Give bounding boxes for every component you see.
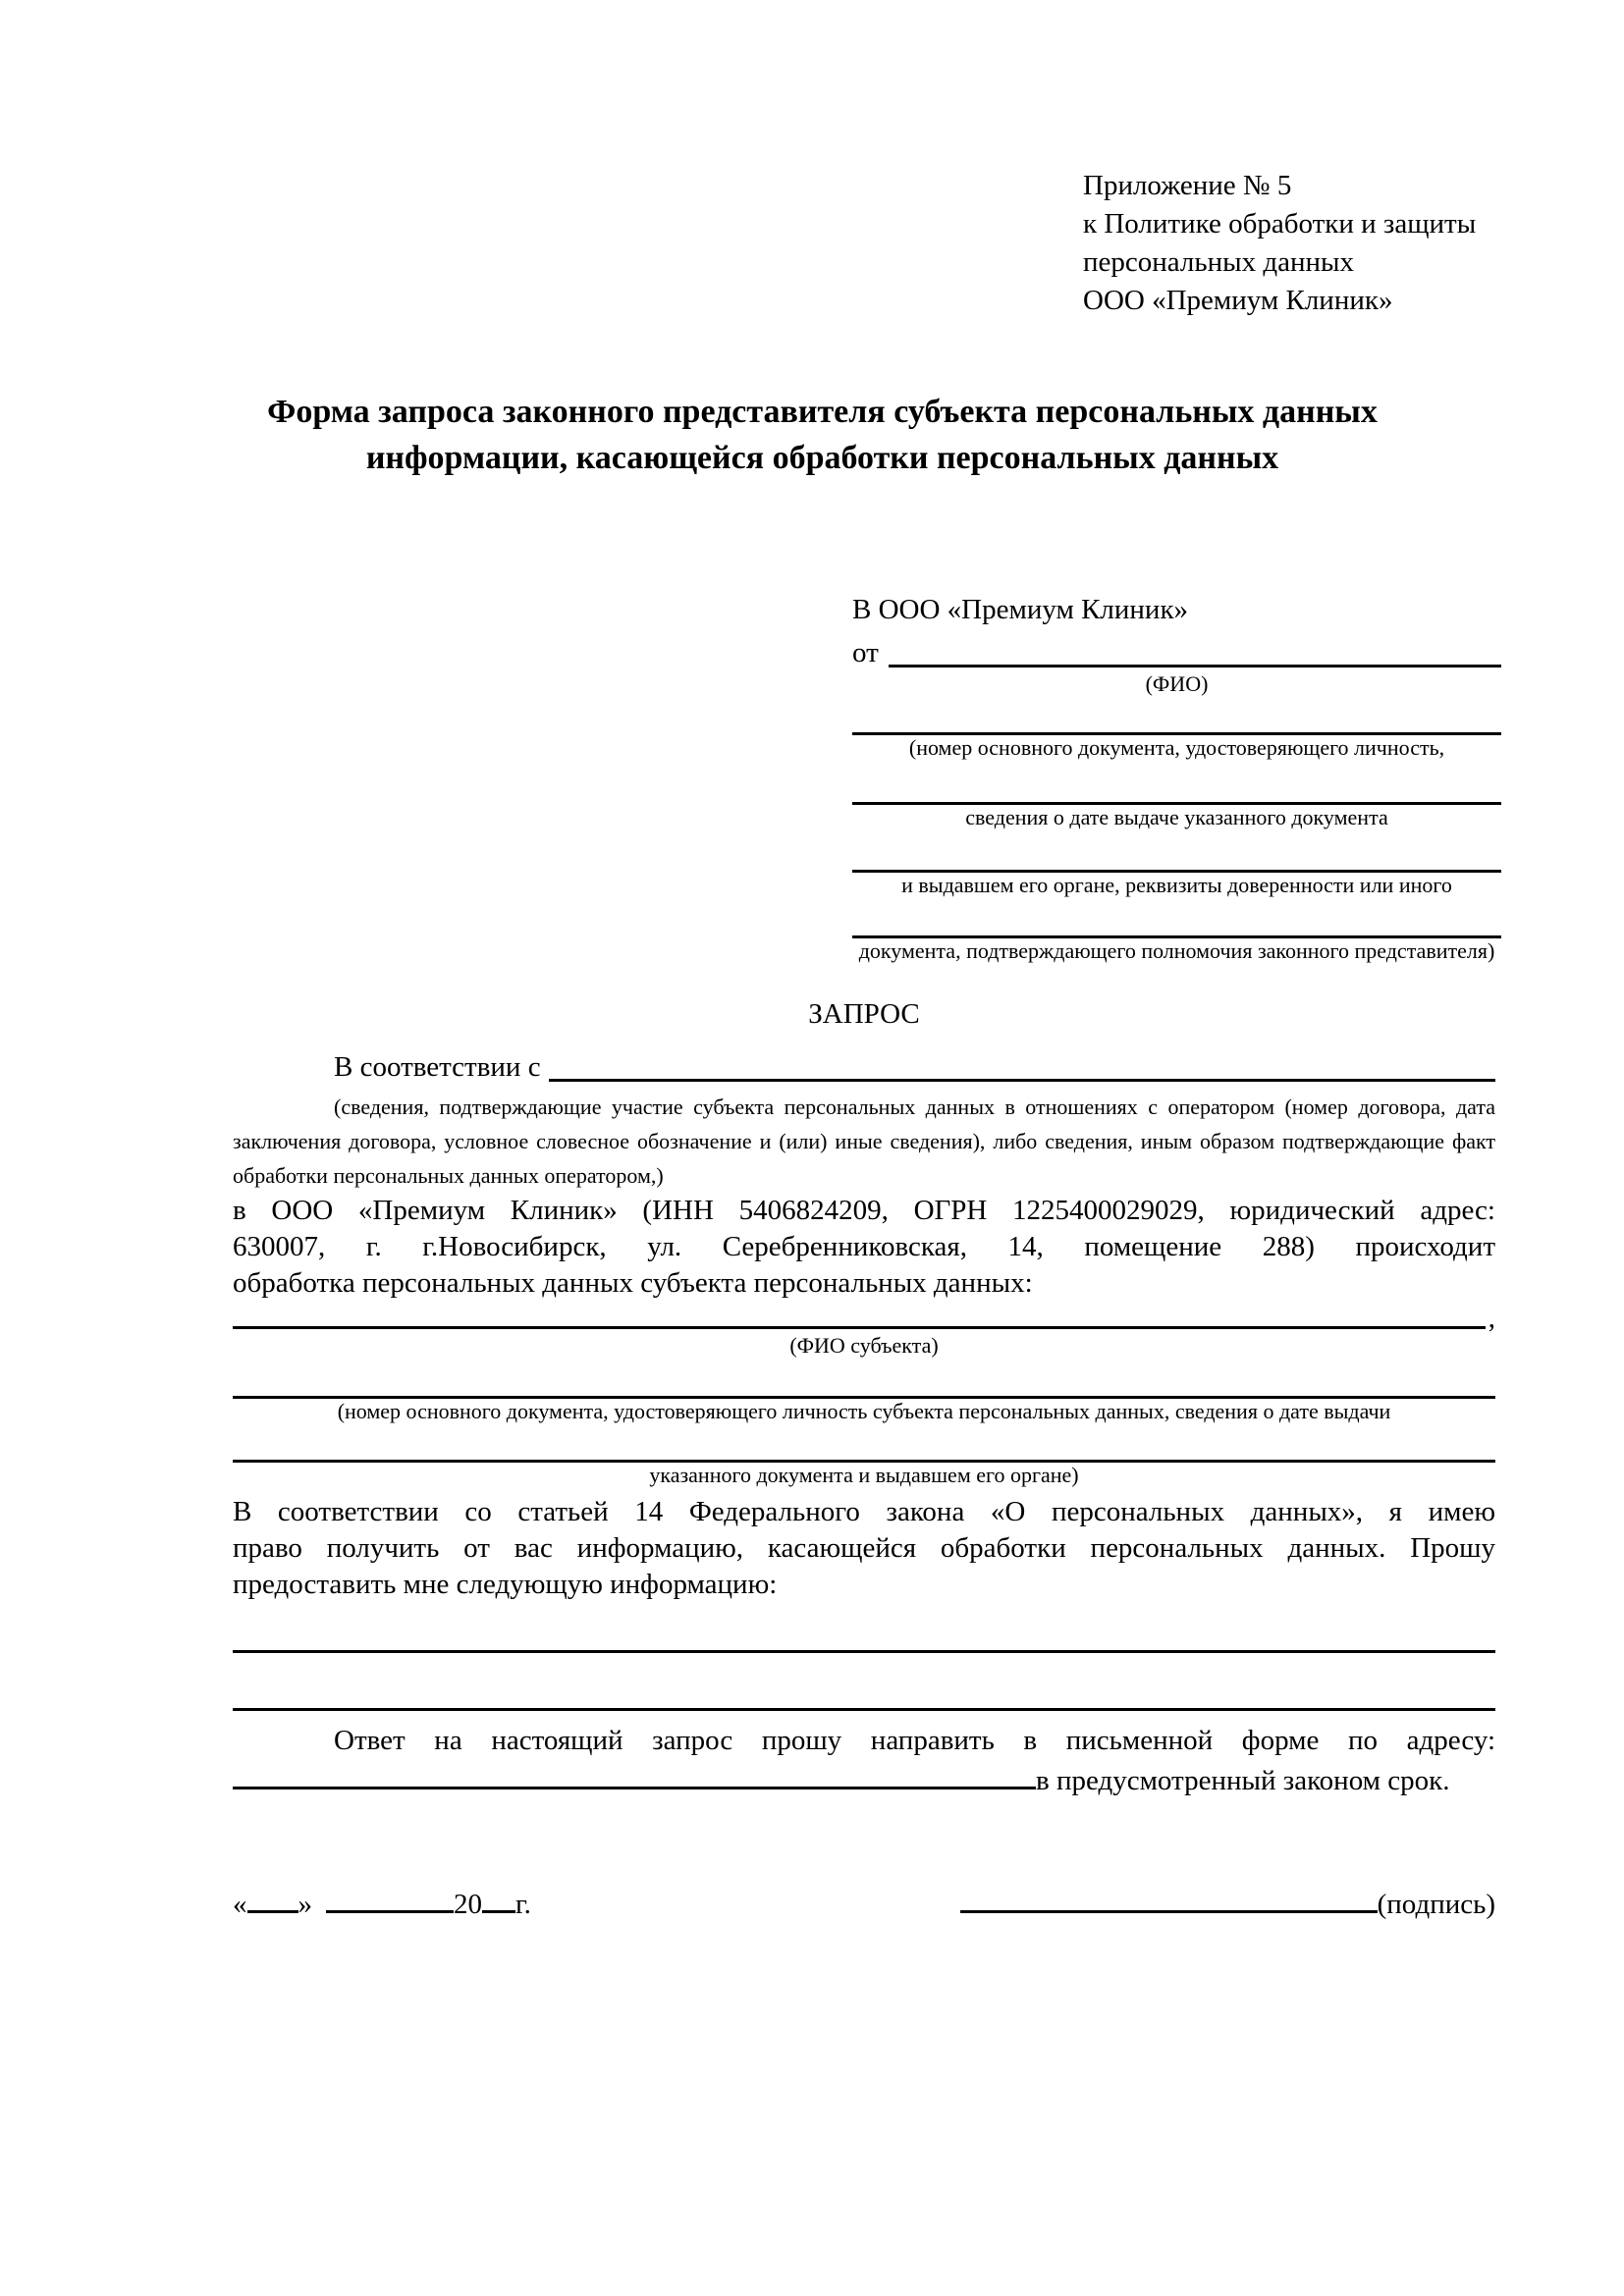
year-suffix: г. <box>515 1889 531 1920</box>
comma: , <box>1488 1303 1495 1334</box>
date-line <box>233 1885 531 1924</box>
close-quote: » <box>298 1889 312 1920</box>
appendix-header-line: Приложение № 5 <box>1083 170 1292 201</box>
operator-paragraph-line: в ООО «Премиум Клиник» (ИНН 5406824209, ОГРН 1225400029029, юридический адрес: <box>233 1195 1495 1226</box>
from-label: от <box>852 637 879 668</box>
basis-caption-line: обработки персональных данных оператором,) <box>233 1163 664 1188</box>
address-blank-field <box>233 1761 1036 1789</box>
operator-paragraph-line: обработка персональных данных субъекта персональных данных: <box>233 1267 1033 1299</box>
footer-row <box>233 1885 1495 1924</box>
request-heading: ЗАПРОС <box>808 998 920 1030</box>
appendix-header-line: ООО «Премиум Клиник» <box>1083 285 1393 316</box>
write-line <box>852 761 1501 805</box>
document-title-line: информации, касающейся обработки персональных данных <box>365 440 1279 476</box>
info-blank-line <box>233 1653 1495 1711</box>
law-paragraph-line: В соответствии со статьей 14 Федерального закона «О персональных данных», я имею <box>233 1496 1495 1527</box>
document-title-line: Форма запроса законного представителя субъекта персональных данных <box>267 394 1378 430</box>
year-prefix: 20 <box>454 1889 482 1920</box>
appendix-header-line: к Политике обработки и защиты <box>1083 208 1477 240</box>
month-blank-field <box>326 1885 454 1913</box>
year-blank-field <box>482 1885 515 1913</box>
field-caption: документа, подтверждающего полномочия законного представителя) <box>858 938 1495 963</box>
subject-fio-caption: (ФИО субъекта) <box>789 1333 939 1358</box>
field-caption: сведения о дате выдаче указанного документа <box>965 805 1388 829</box>
from-row <box>852 630 1501 671</box>
intro-blank-field <box>549 1069 1495 1082</box>
day-blank-field <box>247 1885 298 1913</box>
fio-caption: (ФИО) <box>1145 671 1209 696</box>
answer-paragraph-line: Ответ на настоящий запрос прошу направить в письменной форме по адресу: <box>334 1725 1495 1756</box>
write-line <box>233 1359 1495 1399</box>
subject-fio-blank <box>233 1316 1486 1329</box>
basis-caption-line: заключения договора, условное словесное обозначение и (или) иные сведения), либо сведения, иным образом подтверждающие факт <box>233 1129 1495 1153</box>
field-caption: (номер основного документа, удостоверяющего личность, <box>908 735 1445 760</box>
info-blank-line <box>233 1603 1495 1653</box>
request-section <box>233 995 1495 1924</box>
operator-paragraph-line: 630007, г. г.Новосибирск, ул. Серебренниковская, 14, помещение 288) происходит <box>233 1231 1495 1262</box>
write-line <box>233 1424 1495 1463</box>
subject-doc-caption-2: указанного документа и выдавшем его органе) <box>649 1463 1079 1487</box>
intro-label: В соответствии с <box>334 1051 541 1083</box>
subject-fio-row <box>233 1303 1495 1334</box>
signature-line <box>960 1885 1495 1924</box>
signature-caption: (подпись) <box>1377 1889 1495 1920</box>
write-line <box>852 697 1501 735</box>
appendix-header-line: персональных данных <box>1083 246 1355 278</box>
open-quote: « <box>233 1889 247 1920</box>
write-line <box>852 830 1501 873</box>
signature-blank-field <box>960 1885 1378 1913</box>
from-blank-field <box>889 655 1501 667</box>
document-title <box>147 389 1497 481</box>
addressee-to: В ООО «Премиум Клиник» <box>852 594 1189 625</box>
write-line <box>852 898 1501 938</box>
appendix-header <box>1083 167 1476 320</box>
law-paragraph-line: право получить от вас информацию, касающейся обработки персональных данных. Прошу <box>233 1532 1495 1564</box>
field-caption: и выдавшем его органе, реквизиты доверенности или иного <box>901 873 1452 897</box>
answer-tail: в предусмотренный законом срок. <box>1036 1765 1450 1796</box>
basis-caption-line: (сведения, подтверждающие участие субъекта персональных данных в отношениях с оператором (номер договора, дата <box>334 1095 1495 1119</box>
addressee-block <box>852 589 1501 964</box>
subject-doc-caption-1: (номер основного документа, удостоверяющего личность субъекта персональных данных, сведения о дате выдачи <box>337 1399 1391 1423</box>
law-paragraph-line: предоставить мне следующую информацию: <box>233 1569 778 1600</box>
answer-address-row <box>233 1761 1495 1800</box>
intro-row <box>233 1044 1495 1086</box>
